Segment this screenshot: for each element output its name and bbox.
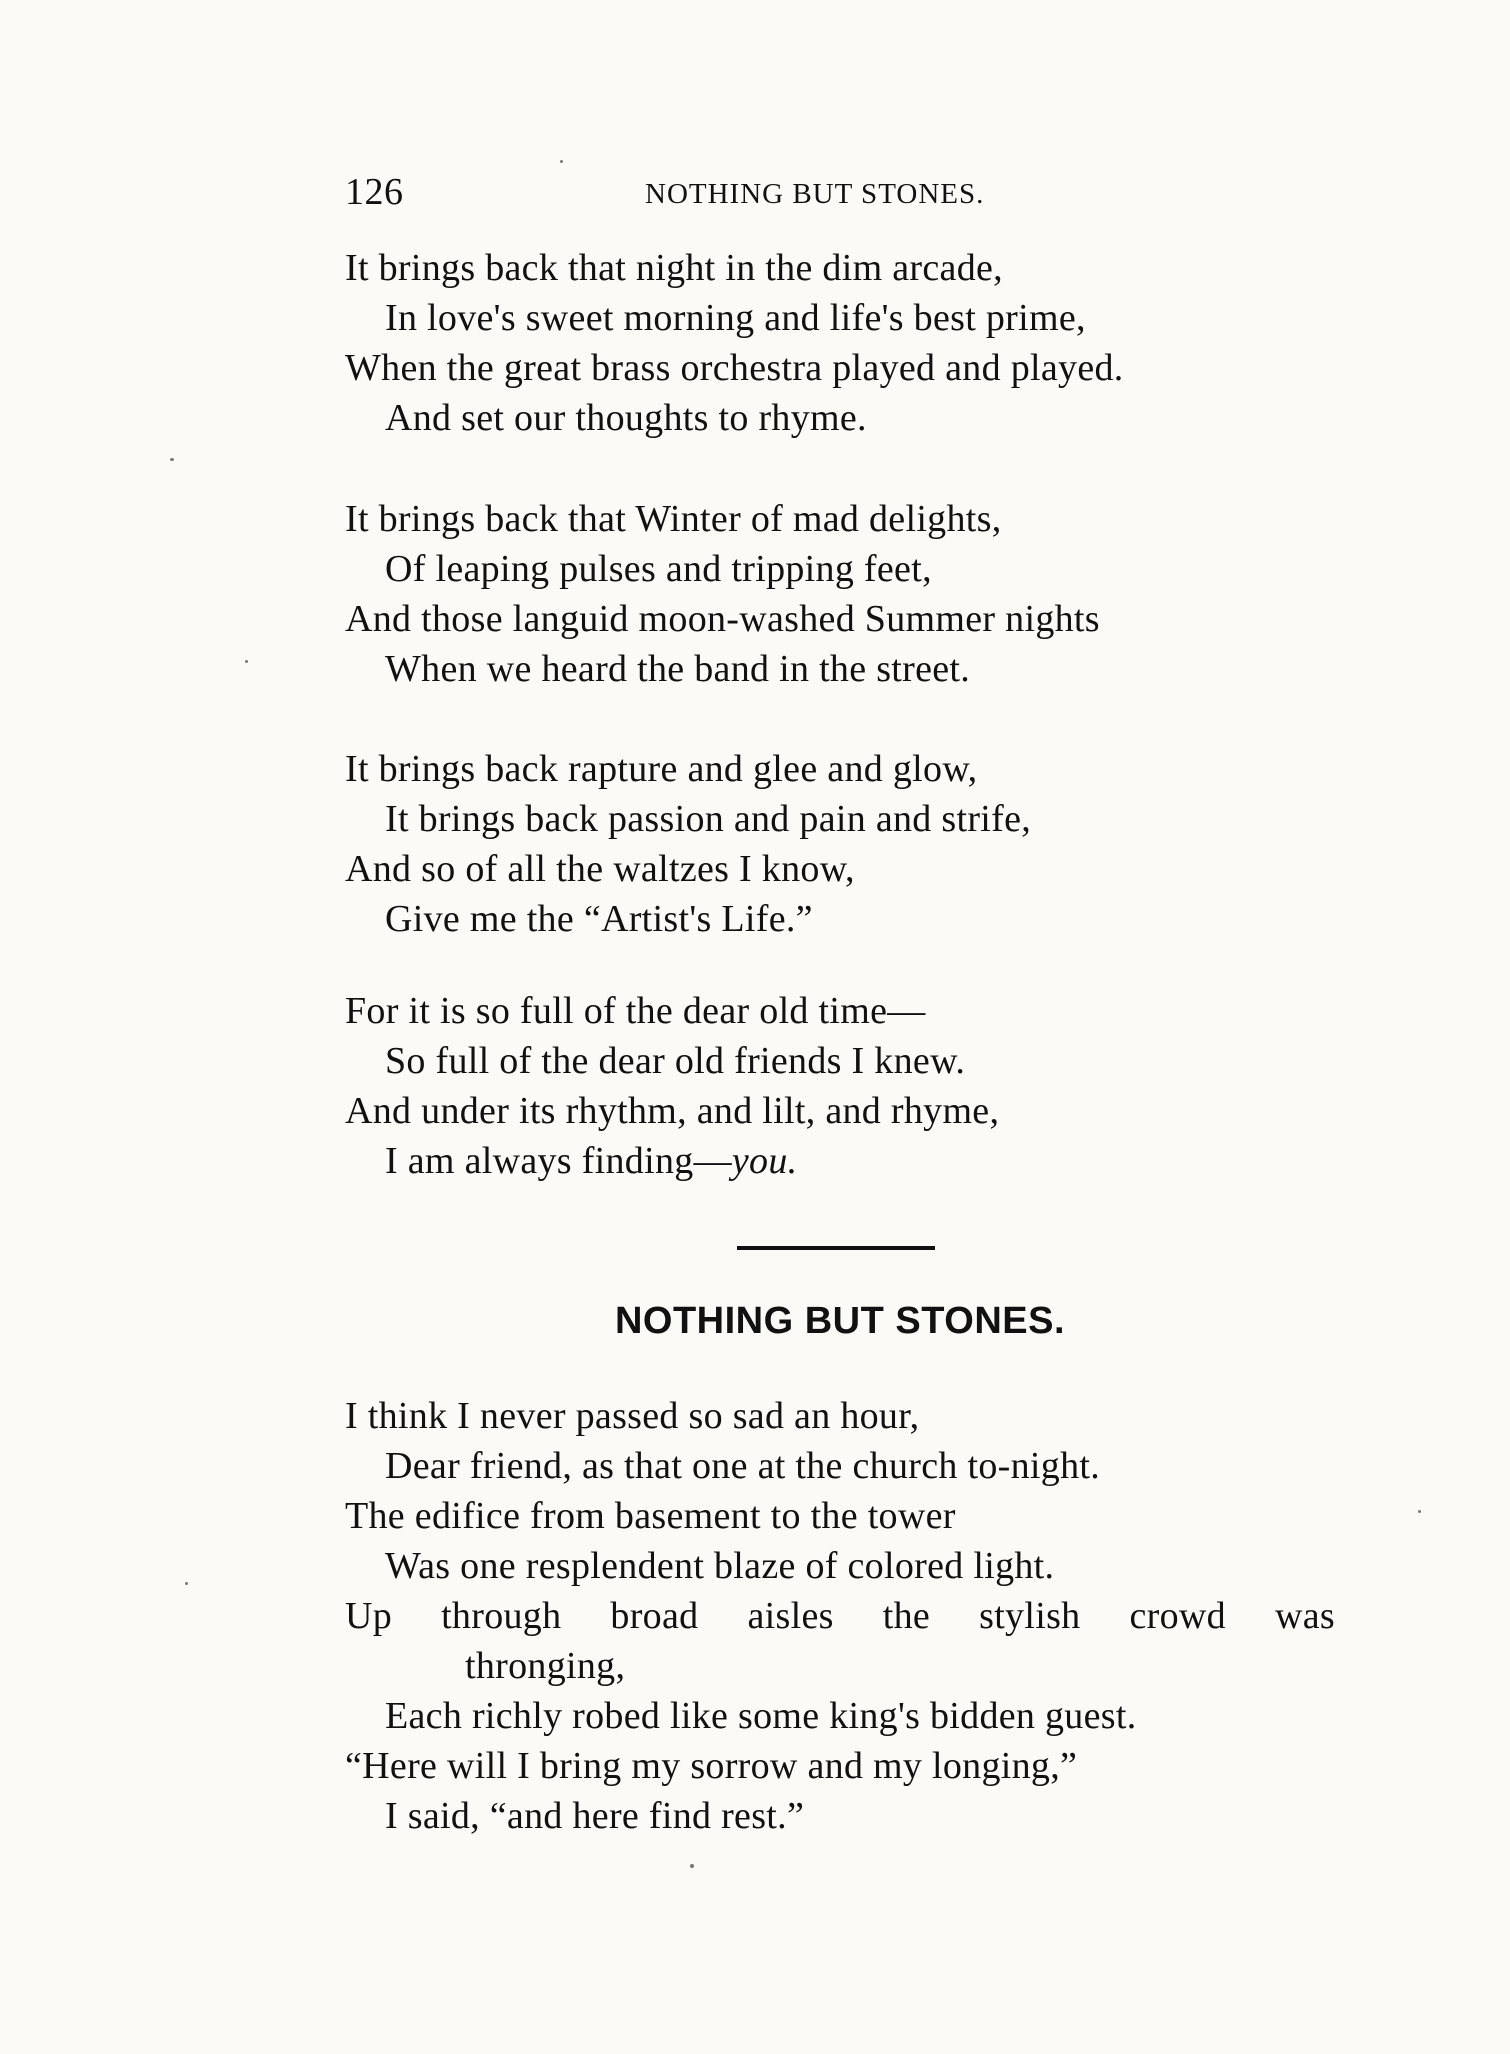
verse-line: For it is so full of the dear old time— bbox=[345, 990, 926, 1032]
verse-word: crowd bbox=[1129, 1595, 1226, 1637]
verse-line: Of leaping pulses and tripping feet, bbox=[385, 548, 932, 590]
verse-line: thronging, bbox=[465, 1645, 626, 1687]
verse-line: It brings back rapture and glee and glow, bbox=[345, 748, 978, 790]
poem1-stanza-2 bbox=[345, 494, 1100, 694]
verse-word: stylish bbox=[979, 1595, 1081, 1637]
verse-line: So full of the dear old friends I knew. bbox=[385, 1040, 966, 1082]
paper-speck bbox=[1418, 1510, 1421, 1513]
poem1-stanza-3 bbox=[345, 744, 1031, 944]
verse-word: aisles bbox=[747, 1595, 834, 1637]
verse-line: And so of all the waltzes I know, bbox=[345, 848, 855, 890]
poem1-stanza-4 bbox=[345, 986, 999, 1186]
verse-word: was bbox=[1275, 1595, 1335, 1637]
verse-line: It brings back that night in the dim arcade, bbox=[345, 247, 1003, 289]
verse-line: In love's sweet morning and life's best prime, bbox=[385, 297, 1086, 339]
verse-word: Up bbox=[345, 1595, 393, 1637]
verse-line: It brings back passion and pain and strife, bbox=[385, 798, 1032, 840]
verse-line: And those languid moon-washed Summer nights bbox=[345, 598, 1100, 640]
italic-word: you. bbox=[731, 1140, 798, 1182]
paper-speck bbox=[185, 1582, 188, 1585]
verse-line bbox=[345, 1136, 999, 1186]
verse-word: through bbox=[441, 1595, 562, 1637]
paper-speck bbox=[560, 160, 563, 163]
section-divider bbox=[737, 1246, 935, 1250]
verse-line: Give me the “Artist's Life.” bbox=[385, 898, 813, 940]
verse-line: Each richly robed like some king's bidden guest. bbox=[385, 1695, 1137, 1737]
running-title: NOTHING BUT STONES. bbox=[645, 178, 985, 210]
verse-line: And under its rhythm, and lilt, and rhyme, bbox=[345, 1090, 1000, 1132]
page-number: 126 bbox=[345, 171, 404, 213]
paper-speck bbox=[170, 458, 174, 461]
poem-title: NOTHING BUT STONES. bbox=[614, 1300, 1066, 1342]
paper-speck bbox=[245, 660, 248, 663]
verse-line: I think I never passed so sad an hour, bbox=[345, 1395, 920, 1437]
running-head bbox=[345, 170, 1345, 220]
verse-word: the bbox=[882, 1595, 931, 1637]
verse-line: Was one resplendent blaze of colored light. bbox=[385, 1545, 1055, 1587]
verse-line: The edifice from basement to the tower bbox=[345, 1495, 956, 1537]
verse-line: When we heard the band in the street. bbox=[385, 648, 971, 690]
verse-word: broad bbox=[610, 1595, 699, 1637]
poem1-stanza-1 bbox=[345, 243, 1124, 443]
verse-text: I am always finding— bbox=[385, 1140, 732, 1182]
verse-line: “Here will I bring my sorrow and my longing,” bbox=[345, 1745, 1078, 1787]
verse-line: Dear friend, as that one at the church to-night. bbox=[385, 1445, 1101, 1487]
verse-line: I said, “and here find rest.” bbox=[385, 1795, 805, 1837]
paper-speck bbox=[690, 1864, 694, 1868]
verse-line: And set our thoughts to rhyme. bbox=[385, 397, 867, 439]
poem2-stanza-1 bbox=[345, 1391, 1335, 1841]
verse-line-justified bbox=[345, 1591, 1335, 1641]
verse-line: It brings back that Winter of mad delights, bbox=[345, 498, 1002, 540]
verse-line: When the great brass orchestra played and played. bbox=[345, 347, 1124, 389]
